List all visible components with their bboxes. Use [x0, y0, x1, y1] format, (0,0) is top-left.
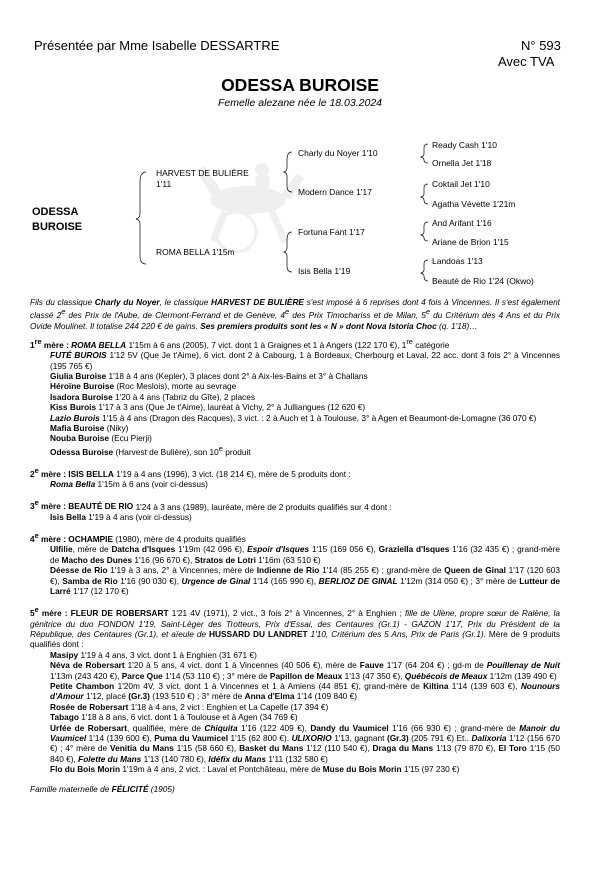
produce-item: Ulfilie, mère de Datcha d'Isques 1'19m (42 096 €), Espoir d'Isques 1'15 (169 056 €), Graziella d'Isques 1'16 (32 435 €) ; grand-mère de Macho des Dunes 1'16 (96 670 €), Stratos de Lotri 1'16m (63 510 €)	[50, 544, 560, 565]
pedigree-dam-dam: Isis Bella 1'19	[298, 266, 351, 276]
produce-item: Mafia Buroise (Niky)	[50, 423, 129, 433]
produce-item: Héroïne Buroise (Roc Meslois), morte au sevrage	[50, 381, 237, 392]
produce-item: Lazio Burois 1'15 à 4 ans (Dragon des Racques), 3 vict. : 2 à Auch et 1 à Toulouse, 3° à Agen et Beaumont-de-Lomagne (36 070 €)	[50, 412, 537, 423]
pedigree-dam-sire: Fortuna Fant 1'17	[298, 227, 365, 237]
presenter-text: Présentée par Mme Isabelle DESSARTRE	[34, 38, 280, 53]
produce-item: Odessa Buroise (Harvest de Bulière), son 10e produit	[50, 443, 251, 457]
horse-description: Femelle alezane née le 18.03.2024	[217, 97, 383, 109]
pedigree-subject-line2: BUROISE	[32, 221, 83, 233]
produce-item: Tabago 1'18 à 8 ans, 6 vict. dont 1 à Toulouse et à Agen (34 769 €)	[50, 712, 298, 723]
produce-item: Flo du Bois Morin 1'19m à 4 ans, 2 vict. : Laval et Pontchâteau, mère de Muse du Bois Morin 1'15 (97 230 €)	[50, 764, 460, 775]
pedigree-sire: HARVEST DE BULIÈRE	[156, 168, 249, 178]
produce-item: Néva de Robersart 1'20 à 5 ans, 4 vict. dont 1 à Vincennes (40 506 €), mère de Fauve 1'17 (64 204 €) ; gd-m de Pouillenay de Nuit 1'13m (243 420 €), Parce Que 1'14 (53 110 €) ; 3° mère de Papillon de Meaux 1'13 (47 350 €), Québécois de Meaux 1'12m (139 490 €)	[50, 660, 560, 681]
produce-item: Urfée de Robersart, qualifiée, mère de Chiquita 1'16 (122 409 €), Dandy du Vaumicel 1'16 (66 930 €) ; grand-mère de Manoir du Vaumicel 1'14 (139 600 €), Puma du Vaumicel 1'15 (62 800 €). ULIXORIO 1'13, gagnant (Gr.3) (205 791 €) Et.. Dalixoria 1'12 (156 670 €) ; 4° mère de Venitia du Mans 1'15 (58 660 €), Basket du Mans 1'12 (110 540 €), Draga du Mans 1'13 (79 870 €), El Toro 1'15 (50 840 €), Folette du Mans 1'13 (140 780 €), Idéfix du Mans 1'11 (132 580 €)	[50, 722, 560, 764]
produce-item: Isadora Buroise 1'20 à 4 ans (Tabriz du Gîte), 2 places	[50, 391, 255, 402]
produce-item: Kiss Burois 1'17 à 3 ans (Que Je t'Aime), lauréat à Vichy, 2° à Julliangues (12 620 €)	[50, 402, 366, 413]
pedigree-sire-dam: Modern Dance 1'17	[298, 187, 372, 197]
pedigree-subject-line1: ODESSA	[32, 206, 79, 218]
pedigree-dsd: Ariane de Brion 1'15	[432, 237, 509, 247]
pedigree-dam: ROMA BELLA 1'15m	[156, 247, 235, 257]
first-dam-heading: 1re mère : ROMA BELLA 1'15m à 6 ans (2005), 7 vict. dont 1 à Graignes et 1 à Angers (122 170 €), 1re catégorie	[30, 336, 450, 350]
pedigree-dds: Landoas 1'13	[432, 256, 483, 266]
produce-item: Déesse de Rio 1'19 à 3 ans, 2° à Vincennes, mère de Indienne de Rio 1'14 (85 255 €) ; grand-mère de Queen de Ginal 1'17 (120 603 €), Samba de Rio 1'16 (90 030 €), Urgence de Ginal 1'14 (165 990 €), BERLIOZ DE GINAL 1'12m (314 050 €) ; 3° mère de Lutteur de Larré 1'17 (12 170 €)	[50, 565, 561, 596]
pedigree-ddd: Beauté de Rio 1'24 (Okwo)	[432, 276, 534, 286]
maternal-family: Famille maternelle de FÉLICITÉ (1905)	[30, 783, 175, 794]
pedigree-ssd: Ornella Jet 1'18	[432, 158, 492, 168]
produce-item: Petite Chambon 1'20m 4V, 3 vict. dont 1 à Vincennes et 1 à Amiens (44 851 €), grand-mère de Kiltina 1'14 (139 603 €), Nounours d'Amour 1'12, placé (Gr.3) (193 510 €) ; 3° mère de Anna d'Elma 1'14 (109 840 €)	[50, 680, 560, 702]
produce-item: Isis Bella 1'19 à 4 ans (voir ci-dessus)	[50, 511, 192, 522]
fourth-dam-heading: 4e mère : OCHAMPIE (1980), mère de 4 produits qualifiés	[30, 531, 246, 544]
produce-item: Giulia Buroise 1'18 à 4 ans (Kepler), 3 places dont 2° à Aix-les-Bains et 3° à Challans	[50, 370, 368, 381]
catalogue-text	[30, 297, 560, 794]
pedigree-sds: Coktail Jet 1'10	[432, 179, 490, 189]
lot-number: N° 593	[521, 38, 561, 53]
produce-item: Roma Bella 1'15m à 6 ans (voir ci-dessus)	[50, 479, 208, 490]
horse-title: ODESSA BUROISE	[221, 75, 379, 95]
fifth-dam-heading: 5e mère : FLEUR DE ROBERSART 1'21 4V (1971), 2 vict., 3 fois 2° à Vincennes, 2° à Enghien ; fille de Ulène, propre sœur de Ralène, la génitrice du duo FONDON 1'19, Saint-Léger des Trotteurs, Prix d'Essai, des Centaures (Gr.1) - GAZON 1'17, Prix du Président de la République, des Centaures (Gr.1), et aïeule de HUSSARD DU LANDRET 1'10, Critérium des 5 Ans, Prix de Paris (Gr.1). Mère de 9 produits qualifiés dont :	[30, 605, 561, 650]
pedigree-dss: And Arifant 1'16	[432, 218, 492, 228]
pedigree-sire-sire: Charly du Noyer 1'10	[298, 148, 378, 158]
tva-label: Avec TVA	[498, 54, 555, 69]
second-dam-heading: 2e mère : ISIS BELLA 1'19 à 4 ans (1996), 3 vict. (18 214 €), mère de 5 produits dont :	[30, 465, 351, 479]
produce-item: FUTÉ BUROIS 1'12 5V (Que Je t'Aime), 6 vict. dont 2 à Cabourg, 1 à Bordeaux, Cherbourg et Laval, 22 acc. dont 3 fois 2° à Vincennes (195 765 €)	[50, 350, 560, 371]
produce-item: Masipy 1'19 à 4 ans, 3 vict. dont 1 à Enghien (31 671 €)	[50, 649, 257, 660]
pedigree-sdd: Agatha Vévette 1'21m	[432, 199, 516, 209]
third-dam-heading: 3e mère : BEAUTÉ DE RIO 1'24 à 3 ans (1989), lauréate, mère de 2 produits qualifiés sur 4 dont :	[30, 498, 392, 512]
pedigree-sire-time: 1'11	[156, 179, 172, 189]
pedigree-sss: Ready Cash 1'10	[432, 140, 497, 150]
sire-intro: Fils du classique Charly du Noyer, le classique HARVEST DE BULIÈRE s'est imposé à 6 reprises dont 4 fois à Vincennes. Il s'est également classé 2e des Prix de l'Aube, de Clermont-Ferrand et de Genève, 4e des Prix Timochariss et de Milan, 5e du Critérium des 4 Ans et du Prix Ovide Moulinet. Il totalise 244 220 € de gains. Ses premiers produits sont les « N » dont Nova Istoria Choc (q. 1'18)…	[30, 297, 560, 331]
produce-item: Nouba Buroise (Ecu Pierji)	[50, 433, 152, 444]
produce-item: Rosée de Robersart 1'18 à 4 ans, 2 vict : Enghien et La Capelle (17 394 €)	[50, 701, 329, 712]
